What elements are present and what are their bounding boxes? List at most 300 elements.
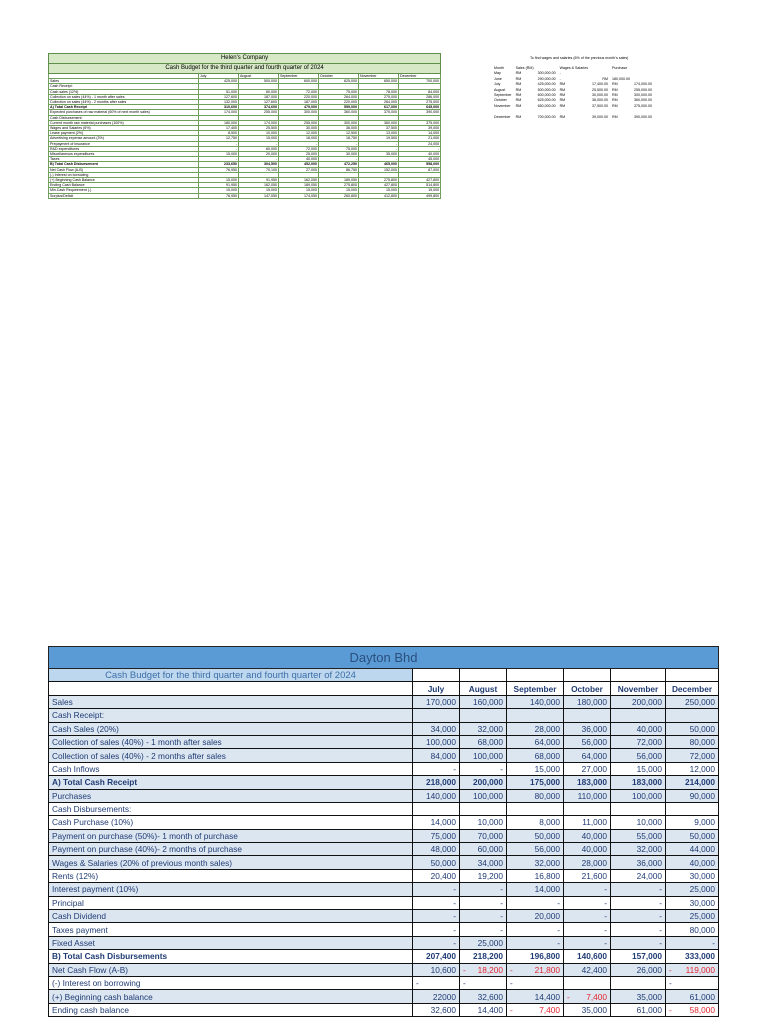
cell-number: 40,000	[636, 723, 662, 734]
notes-cell: RM	[602, 76, 609, 81]
cell-number: 15,000	[636, 763, 662, 774]
dayton-table-row	[49, 990, 719, 1003]
dayton-cell-value	[666, 963, 719, 976]
negative-sign: -	[669, 1004, 672, 1015]
dayton-cell-value	[564, 789, 611, 802]
dayton-cell-value	[611, 883, 666, 896]
cell-number: -	[659, 897, 662, 908]
cell-number: 35,000	[636, 991, 662, 1002]
cell-number: 214,000	[685, 777, 716, 788]
notes-header: Sales (RM)	[515, 66, 534, 70]
cell-number: 7,400	[539, 1004, 560, 1015]
negative-sign: -	[510, 1004, 513, 1015]
helen-cell-value: 452,000	[279, 162, 319, 167]
helen-cell-value: 12,000	[279, 131, 319, 136]
cell-number: 56,000	[581, 737, 607, 748]
helen-cell-value: 162,050	[239, 183, 279, 188]
notes-cell: RM	[559, 92, 566, 97]
notes-cell: December	[494, 114, 511, 119]
helen-row-label: Cash Disbursement:	[49, 115, 199, 120]
helen-cell-value: 255,000	[279, 120, 319, 125]
dayton-cell-value	[460, 856, 507, 869]
dayton-cell-value	[666, 896, 719, 909]
dayton-row-label: Payment on purchase (40%)- 2 months of purchase	[49, 843, 413, 856]
dayton-cell-value	[413, 816, 460, 829]
dayton-cell-value	[564, 695, 611, 708]
helen-month-header: December	[399, 74, 441, 79]
dayton-table-row	[49, 950, 719, 963]
notes-cell: RM	[559, 103, 566, 108]
dayton-cell-value	[413, 762, 460, 775]
dayton-cell-value	[460, 816, 507, 829]
helen-cell-value: 375,000	[399, 120, 441, 125]
helen-cell-value: -	[279, 141, 319, 146]
dayton-row-label: Interest payment (10%)	[49, 883, 413, 896]
notes-cell: 30,000.00	[592, 92, 609, 97]
notes-cell: October	[494, 98, 507, 103]
cell-number: 218,200	[473, 951, 503, 962]
cell-number: 200,000	[473, 777, 503, 788]
notes-cell: 36,000.00	[592, 98, 609, 103]
dayton-cell-value	[460, 950, 507, 963]
helen-row-label: Sales	[49, 79, 199, 84]
dayton-cell-value	[611, 695, 666, 708]
dayton-cell-value	[666, 695, 719, 708]
dayton-table-row	[49, 789, 719, 802]
notes-cell: 37,500.00	[592, 103, 609, 108]
cell-number: 110,000	[577, 790, 607, 801]
dayton-cell-value	[413, 695, 460, 708]
helen-cell-value: 37,500	[359, 126, 399, 131]
dayton-row-label: Fixed Asset	[49, 936, 413, 949]
cell-number: -	[453, 884, 456, 895]
dayton-cell-value	[460, 722, 507, 735]
cell-number: -	[500, 763, 503, 774]
helen-cell-value: 479,000	[279, 105, 319, 110]
cell-number: -	[659, 911, 662, 922]
dayton-cell-value	[460, 883, 507, 896]
helen-row-label: Collection on sales (44%) - 1 month after sales	[49, 94, 199, 99]
dayton-row-label: Rents (12%)	[49, 869, 413, 882]
dayton-cell-value	[611, 963, 666, 976]
dayton-cell-value	[460, 976, 507, 989]
dayton-cell-value	[564, 990, 611, 1003]
dayton-cell-value	[611, 950, 666, 963]
helen-cell-value: 12,750	[199, 136, 239, 141]
cell-number: 175,000	[530, 777, 560, 788]
dash-marker: -	[463, 978, 466, 989]
notes-cell: RM	[515, 92, 522, 97]
cell-number: 7,400	[586, 991, 607, 1002]
helen-row-label: A) Total Cash Receipt	[49, 105, 199, 110]
helen-cell-value: 76,950	[199, 193, 239, 198]
cell-number: 100,000	[632, 790, 662, 801]
dayton-cell-value	[611, 709, 666, 722]
dayton-month-header-row	[49, 682, 719, 695]
dayton-cell-value	[564, 963, 611, 976]
helen-row-label: Surplus/Deficit	[49, 193, 199, 198]
dayton-cell-value	[564, 762, 611, 775]
dayton-table-row	[49, 829, 719, 842]
notes-cell: RM	[515, 87, 522, 92]
notes-cell: 300,000.00	[537, 71, 556, 76]
cell-number: 218,000	[426, 777, 456, 788]
helen-cell-value: 558,000	[399, 162, 441, 167]
cell-number: 68,000	[534, 750, 560, 761]
dayton-table-row	[49, 856, 719, 869]
cell-number: -	[604, 938, 607, 948]
cell-number: 40,000	[689, 857, 716, 868]
dayton-cell-value	[611, 896, 666, 909]
dayton-cell-value	[666, 789, 719, 802]
dayton-cell-value	[666, 735, 719, 748]
cell-number: 21,600	[581, 871, 607, 882]
helen-cell-value: 650,000	[359, 79, 399, 84]
notes-cell: RM	[612, 98, 618, 103]
notes-table	[492, 66, 654, 120]
helen-cell-value: 86,750	[319, 167, 359, 172]
cell-number: 20,400	[430, 871, 456, 882]
notes-cell: May	[494, 71, 501, 76]
cell-number: 140,600	[577, 951, 607, 962]
helen-cell-value: 152,000	[359, 167, 399, 172]
helen-cell-value: 275,800	[319, 183, 359, 188]
helen-cell-value: 76,950	[199, 167, 239, 172]
cell-number: 64,000	[534, 737, 560, 748]
dayton-cell-value	[666, 802, 719, 815]
dayton-cell-value	[611, 789, 666, 802]
cell-number: 90,000	[689, 790, 716, 801]
helen-cell-value: 310,600	[199, 105, 239, 110]
cell-number: -	[604, 911, 607, 922]
notes-cell: 360,000.00	[634, 98, 653, 103]
dayton-cell-value	[507, 789, 564, 802]
helen-cell-value: 14,000	[399, 131, 441, 136]
helen-cell-value: -	[359, 141, 399, 146]
helen-cell-value: 72,000	[279, 146, 319, 151]
dayton-table-row	[49, 735, 719, 748]
dayton-cell-value	[666, 762, 719, 775]
dayton-cell-value	[413, 936, 460, 949]
dayton-cell-value	[611, 990, 666, 1003]
dayton-table-row	[49, 936, 719, 949]
helen-cell-value: 15,000	[279, 188, 319, 193]
cell-number: 250,000	[685, 696, 716, 707]
helen-cell-value: 275,800	[359, 178, 399, 183]
dayton-row-label: Cash Inflows	[49, 762, 413, 775]
notes-cell: RM	[612, 92, 618, 97]
cell-number: -	[557, 924, 560, 935]
dayton-cell-value	[564, 923, 611, 936]
helen-cell-value: 147,050	[239, 193, 279, 198]
dayton-cell-value	[507, 869, 564, 882]
notes-cell: 17,400.00	[592, 82, 609, 87]
dayton-cell-value	[507, 709, 564, 722]
helen-cell-value: 180,000	[199, 120, 239, 125]
cell-number: 183,000	[577, 777, 607, 788]
dayton-cell-value	[507, 843, 564, 856]
dayton-month-header: October	[564, 682, 611, 695]
cell-number: 14,400	[534, 991, 560, 1002]
cell-number: 22000	[432, 991, 456, 1002]
helen-cell-value: 300,000	[279, 110, 319, 115]
helen-cell-value: 18,750	[319, 136, 359, 141]
helen-cell-value: 75,000	[319, 146, 359, 151]
cell-number: 26,000	[636, 964, 662, 975]
dayton-month-header: December	[666, 682, 719, 695]
negative-sign: -	[567, 991, 570, 1002]
helen-cell-value: -	[319, 141, 359, 146]
notes-cell: July	[494, 82, 501, 87]
cell-number: 42,400	[581, 964, 607, 975]
notes-cell: RM	[515, 103, 522, 108]
helen-cell-value: 15,000	[199, 152, 239, 157]
dayton-row-label: Collection of sales (40%) - 2 months after sales	[49, 749, 413, 762]
helen-cell-value: 20,000	[239, 152, 279, 157]
notes-cell: September	[494, 92, 512, 97]
cell-number: 25,000	[477, 938, 503, 948]
dash-marker: -	[416, 978, 419, 989]
helen-row-label: Min.Cash Requirement (-)	[49, 188, 199, 193]
dayton-cell-value	[460, 910, 507, 923]
notes-cell: November	[494, 103, 511, 108]
dayton-cell-value	[666, 816, 719, 829]
cell-number: 100,000	[473, 750, 503, 761]
cell-number: 35,000	[581, 1004, 607, 1015]
dayton-table-row	[49, 802, 719, 815]
dayton-cell-value	[564, 776, 611, 789]
cell-number: 84,000	[430, 750, 456, 761]
helen-cell-value: 264,000	[319, 94, 359, 99]
helen-row-label: (-) Interest on borrowing	[49, 172, 199, 177]
helen-cell-value: 24,000	[399, 141, 441, 146]
dayton-cell-value	[666, 976, 719, 989]
cell-number: 55,000	[636, 830, 662, 841]
dayton-cell-value	[611, 843, 666, 856]
cell-number: 56,000	[636, 750, 662, 761]
cell-number: 30,000	[689, 871, 716, 882]
dayton-table	[48, 646, 719, 1017]
helen-cell-value: 187,000	[279, 100, 319, 105]
helen-row-label: Cash Receipt:	[49, 84, 199, 89]
helen-cell-value: 12,500	[319, 131, 359, 136]
cell-number: 64,000	[581, 750, 607, 761]
dayton-cell-value	[611, 923, 666, 936]
dayton-cell-value	[507, 829, 564, 842]
cell-number: 140,000	[530, 696, 560, 707]
helen-row-label: Miscellaneous expenditures	[49, 152, 199, 157]
dayton-cell-value	[666, 950, 719, 963]
dayton-cell-value	[507, 923, 564, 936]
dayton-cell-value	[413, 976, 460, 989]
helen-cell-value: 30,000	[279, 126, 319, 131]
cell-number: 100,000	[473, 790, 503, 801]
dayton-table-row	[49, 869, 719, 882]
helen-budget-title: Cash Budget for the third quarter and fourth quarter of 2024	[49, 64, 441, 74]
helen-table	[48, 53, 441, 199]
helen-row-label: Taxes	[49, 157, 199, 162]
dayton-cell-value	[507, 910, 564, 923]
dayton-table-row	[49, 883, 719, 896]
dayton-table-row	[49, 709, 719, 722]
helen-cell-value: 25,500	[239, 126, 279, 131]
helen-cell-value: 15,000	[199, 188, 239, 193]
dayton-cell-value	[507, 963, 564, 976]
cell-number: 58,000	[689, 1004, 716, 1015]
helen-cell-value: 15,000	[359, 188, 399, 193]
dayton-cell-value	[611, 910, 666, 923]
helen-cell-value: 51,000	[199, 89, 239, 94]
cell-number: 61,000	[689, 991, 716, 1002]
dayton-table-row	[49, 776, 719, 789]
notes-cell: 600,000.00	[537, 92, 556, 97]
cell-number: 75,000	[430, 830, 456, 841]
cell-number: 56,000	[534, 844, 560, 855]
helen-cell-value: -	[199, 141, 239, 146]
helen-row-label: Lease payment (2%)	[49, 131, 199, 136]
dayton-cell-value	[413, 735, 460, 748]
notes-cell: RM	[559, 98, 566, 103]
dayton-cell-value	[666, 829, 719, 842]
helen-month-header: November	[359, 74, 399, 79]
dayton-cash-budget-sheet	[48, 646, 718, 1017]
dayton-table-row	[49, 816, 719, 829]
helen-cell-value: 514,800	[399, 183, 441, 188]
cell-number: -	[500, 924, 503, 935]
dayton-row-label: Wages & Salaries (20% of previous month sales)	[49, 856, 413, 869]
helen-cell-value: 27,000	[279, 167, 319, 172]
dash-marker: -	[510, 978, 513, 989]
dayton-cell-value	[460, 1003, 507, 1016]
dayton-table-row	[49, 749, 719, 762]
dayton-row-label: (+) Beginning cash balance	[49, 990, 413, 1003]
dayton-cell-value	[413, 950, 460, 963]
helen-cell-value: 559,000	[319, 105, 359, 110]
dayton-table-row	[49, 843, 719, 856]
helen-cell-value: 40,000	[399, 152, 441, 157]
dayton-cell-value	[507, 722, 564, 735]
dayton-cell-value	[507, 990, 564, 1003]
notes-cell: -	[559, 71, 561, 76]
helen-cell-value: 87,000	[399, 167, 441, 172]
dayton-row-label: Ending cash balance	[49, 1003, 413, 1016]
helen-row-label: Advertising expense amount (3%)	[49, 136, 199, 141]
dayton-row-label: A) Total Cash Receipt	[49, 776, 413, 789]
helen-cell-value: 625,000	[319, 79, 359, 84]
helen-cell-value: 617,000	[359, 105, 399, 110]
dayton-cell-value	[611, 816, 666, 829]
dayton-cell-value	[507, 896, 564, 909]
helen-cell-value: 304,500	[239, 162, 279, 167]
helen-cell-value: 75,000	[319, 89, 359, 94]
cell-number: 34,000	[477, 857, 503, 868]
dayton-table-row	[49, 963, 719, 976]
helen-cell-value: 286,000	[399, 94, 441, 99]
dayton-cell-value	[564, 883, 611, 896]
cell-number: 50,000	[534, 830, 560, 841]
cell-number: 60,000	[477, 844, 503, 855]
dayton-cell-value	[460, 709, 507, 722]
helen-cell-value: 19,500	[359, 136, 399, 141]
cell-number: 25,000	[689, 884, 716, 895]
dayton-cell-value	[413, 896, 460, 909]
helen-row-label: (+) Beginning Cash Balance	[49, 178, 199, 183]
notes-cell: RM	[612, 114, 618, 119]
dayton-cell-value	[413, 1003, 460, 1016]
notes-cell: 700,000.00	[537, 114, 556, 119]
dayton-blank-cell	[413, 669, 460, 682]
cell-number: 196,800	[530, 951, 560, 962]
dayton-blank-cell	[666, 669, 719, 682]
dayton-row-label: Principal	[49, 896, 413, 909]
dayton-cell-value	[564, 749, 611, 762]
helen-cell-value: 132,000	[199, 100, 239, 105]
dayton-row-label: Sales	[49, 695, 413, 708]
helen-cell-value: 18,000	[279, 136, 319, 141]
notes-cell: 650,000.00	[537, 103, 556, 108]
notes-cell: -	[559, 76, 561, 81]
dayton-cell-value	[460, 776, 507, 789]
dayton-cell-value	[564, 816, 611, 829]
helen-month-header: September	[279, 74, 319, 79]
cell-number: 24,000	[636, 871, 662, 882]
dayton-cell-value	[666, 990, 719, 1003]
dayton-row-label: B) Total Cash Disbursements	[49, 950, 413, 963]
helen-cell-value: -	[199, 157, 239, 162]
dayton-month-header: July	[413, 682, 460, 695]
cell-number: 11,000	[582, 817, 607, 828]
dayton-table-row	[49, 722, 719, 735]
dayton-table-row	[49, 910, 719, 923]
helen-cell-value: 78,000	[359, 89, 399, 94]
notes-cell: RM	[515, 76, 522, 81]
cell-number: -	[500, 884, 503, 895]
dayton-cell-value	[413, 802, 460, 815]
cell-number: 40,000	[581, 830, 607, 841]
helen-cell-value: 174,050	[279, 193, 319, 198]
dayton-cell-value	[507, 883, 564, 896]
dayton-cell-value	[460, 936, 507, 949]
helen-cell-value: 425,000	[199, 79, 239, 84]
cell-number: 333,000	[685, 951, 716, 962]
helen-cell-value: 412,800	[359, 193, 399, 198]
dayton-table-row	[49, 923, 719, 936]
notes-header: Wages & Salaries	[559, 66, 589, 70]
cell-number: 80,000	[689, 737, 716, 748]
dayton-cell-value	[564, 856, 611, 869]
dayton-cell-value	[507, 762, 564, 775]
cell-number: 48,000	[430, 844, 456, 855]
dayton-cell-value	[611, 735, 666, 748]
helen-row-label: Cash sales (12%)	[49, 89, 199, 94]
cell-number: 14,400	[477, 1004, 503, 1015]
dayton-cell-value	[564, 976, 611, 989]
cell-number: -	[453, 911, 456, 922]
cell-number: 32,600	[430, 1004, 456, 1015]
dayton-blank-cell	[507, 669, 564, 682]
helen-table-row	[49, 193, 441, 198]
dayton-cell-value	[666, 869, 719, 882]
dayton-cell-value	[564, 843, 611, 856]
dayton-company-name: Dayton Bhd	[49, 647, 719, 669]
helen-row-label: Expected purchases of raw material (60% of next month sales)	[49, 110, 199, 115]
cell-number: 80,000	[534, 790, 560, 801]
dayton-cell-value	[460, 749, 507, 762]
dayton-cell-value	[413, 869, 460, 882]
dayton-cell-value	[413, 963, 460, 976]
cell-number: 18,200	[477, 964, 503, 975]
dayton-cell-value	[611, 762, 666, 775]
